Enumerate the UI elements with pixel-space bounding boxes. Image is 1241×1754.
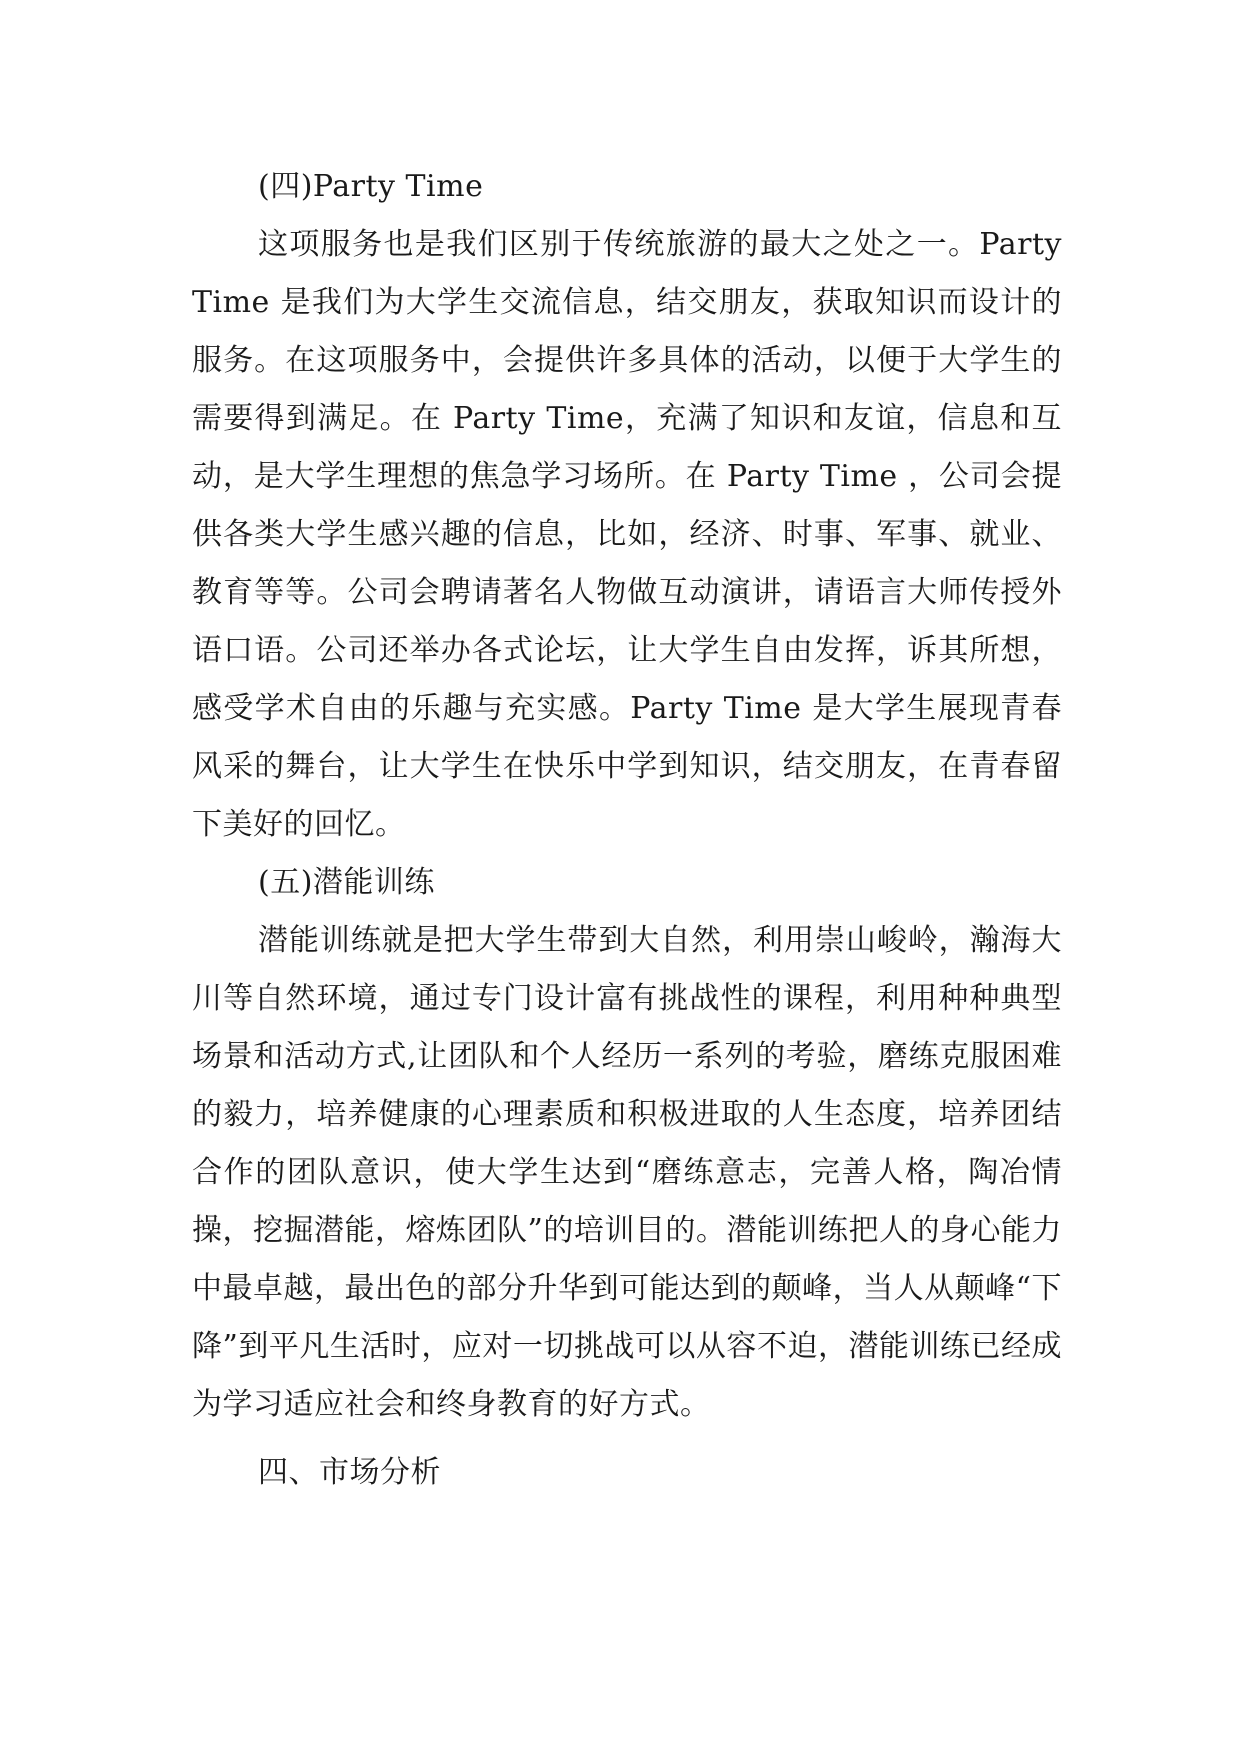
section-heading-potential-training: (五)潜能训练 [258,865,435,900]
section-paragraph-party-time: 这项服务也是我们区别于传统旅游的最大之处之一。Party Time 是我们为大学生交流信息，结交朋友，获取知识而设计的服务。在这项服务中，会提供许多具体的活动，以便于大学生的需要得到满足。在 Party Time，充满了知识和友谊，信息和互动，是大学生理想的焦急学习场所。在 Party Time ，公司会提供各类大学生感兴趣的信息，比如，经济、时事、军事、就业、教育等等。公司会聘请著名人物做互动演讲，请语言大师传授外语口语。公司还举办各式论坛，让大学生自由发挥，诉其所想，感受学术自由的乐趣与充实感。Party Time 是大学生展现青春风采的舞台，让大学生在快乐中学到知识，结交朋友，在青春留下美好的回忆。 [192,227,1062,842]
document-body [192,158,1062,1502]
section-spacer [192,1434,1062,1444]
section-heading-party-time: (四)Party Time [258,169,484,204]
chapter-heading-market-analysis: 四、市场分析 [258,1455,441,1490]
section-paragraph-potential-training: 潜能训练就是把大学生带到大自然，利用崇山峻岭，瀚海大川等自然环境，通过专门设计富有挑战性的课程，利用种种典型场景和活动方式,让团队和个人经历一系列的考验，磨练克服困难的毅力，培养健康的心理素质和积极进取的人生态度，培养团结合作的团队意识，使大学生达到“磨练意志，完善人格，陶冶情操，挖掘潜能，熔炼团队”的培训目的。潜能训练把人的身心能力中最卓越，最出色的部分升华到可能达到的颠峰，当人从颠峰“下降”到平凡生活时，应对一切挑战可以从容不迫，潜能训练已经成为学习适应社会和终身教育的好方式。 [192,923,1062,1422]
